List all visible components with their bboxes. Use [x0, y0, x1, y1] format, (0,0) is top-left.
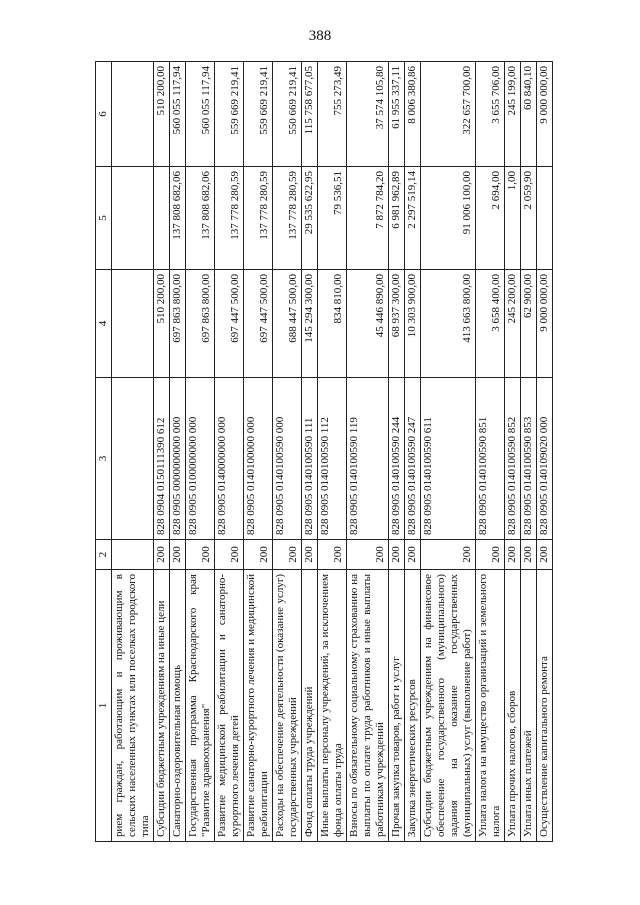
cell-col3: 828 0905 0140109020 000	[537, 378, 553, 540]
cell-name: Государственная программа Краснодарского края "Развитие здравоохранения"	[186, 570, 215, 842]
cell-name: рием граждан, работающим и проживающим в сельских населенных пунктах или поселках городского типа	[112, 570, 154, 842]
cell-col4: 145 294 300,00	[302, 270, 318, 378]
cell-col5: 2 059,90	[521, 167, 537, 270]
cell-col3: 828 0904 0150111390 612	[154, 378, 170, 540]
cell-col2: 200	[186, 540, 215, 570]
table-row	[170, 62, 186, 842]
cell-col2	[112, 540, 154, 570]
cell-col3: 828 0905 0140100590 111	[302, 378, 318, 540]
cell-name: Фонд оплаты труда учреждений	[302, 570, 318, 842]
table-row	[154, 62, 170, 842]
cell-col2: 200	[302, 540, 318, 570]
cell-col3: 828 0905 0140100000 000	[244, 378, 273, 540]
cell-col2: 200	[154, 540, 170, 570]
table-row	[421, 62, 476, 842]
cell-col4: 697 863 800,00	[170, 270, 186, 378]
cell-col4	[112, 270, 154, 378]
cell-name: Развитие санаторно-курортного лечения и медицинской реабилитации	[244, 570, 273, 842]
cell-name: Субсидии бюджетным учреждениям на финансовое обеспечение государственного (муниципального) задания на оказание государственных (муниципальных) услуг (выполнение работ)	[421, 570, 476, 842]
col-header-4: 4	[96, 270, 112, 378]
cell-col3: 828 0905 0140100590 244	[389, 378, 405, 540]
table-row	[186, 62, 215, 842]
cell-col6: 37 574 105,80	[347, 62, 389, 167]
cell-col4: 510 200,00	[154, 270, 170, 378]
table-row	[244, 62, 273, 842]
cell-col5: 137 778 280,59	[244, 167, 273, 270]
table-row	[318, 62, 347, 842]
cell-col2: 200	[389, 540, 405, 570]
table-row	[476, 62, 505, 842]
cell-col2: 200	[405, 540, 421, 570]
cell-name: Взносы по обязательному социальному страхованию на выплаты по оплате труда работников и иные выплаты работникам учреждений	[347, 570, 389, 842]
col-header-6: 6	[96, 62, 112, 167]
cell-col5	[154, 167, 170, 270]
cell-col4: 697 863 800,00	[186, 270, 215, 378]
col-header-5: 5	[96, 167, 112, 270]
cell-col4: 688 447 500,00	[273, 270, 302, 378]
cell-name: Уплата иных платежей	[521, 570, 537, 842]
cell-col4: 413 663 800,00	[421, 270, 476, 378]
cell-name: Осуществление капитального ремонта	[537, 570, 553, 842]
cell-col6: 510 200,00	[154, 62, 170, 167]
cell-col5: 2 694,00	[476, 167, 505, 270]
table-row	[537, 62, 553, 842]
cell-col5: 137 778 280,59	[215, 167, 244, 270]
cell-col3	[112, 378, 154, 540]
cell-col2: 200	[537, 540, 553, 570]
cell-name: Уплата налога на имущество организаций и земельного налога	[476, 570, 505, 842]
cell-col3: 828 0905 0140100590 000	[273, 378, 302, 540]
cell-col5: 137 808 682,06	[186, 167, 215, 270]
table-row	[405, 62, 421, 842]
cell-col6: 560 055 117,94	[186, 62, 215, 167]
cell-name: Прочая закупка товаров, работ и услуг	[389, 570, 405, 842]
cell-col4: 9 000 000,00	[537, 270, 553, 378]
cell-col4: 697 447 500,00	[215, 270, 244, 378]
cell-col2: 200	[215, 540, 244, 570]
rotated-table-wrapper	[95, 62, 600, 842]
cell-col4: 697 447 500,00	[244, 270, 273, 378]
cell-col3: 828 0905 0140100590 852	[505, 378, 521, 540]
cell-name: Развитие медицинской реабилитации и санаторно-курортного лечения детей	[215, 570, 244, 842]
cell-col5: 1,00	[505, 167, 521, 270]
cell-col4: 68 937 300,00	[389, 270, 405, 378]
cell-col6: 3 655 706,00	[476, 62, 505, 167]
cell-col5	[112, 167, 154, 270]
cell-col3: 828 0905 0140100590 119	[347, 378, 389, 540]
table-row	[302, 62, 318, 842]
table-body	[112, 62, 553, 842]
cell-col6: 60 840,10	[521, 62, 537, 167]
cell-col4: 834 810,00	[318, 270, 347, 378]
cell-col3: 828 0905 0100000000 000	[186, 378, 215, 540]
cell-name: Расходы на обеспечение деятельности (оказание услуг) государственных учреждений	[273, 570, 302, 842]
cell-col5: 2 297 519,14	[405, 167, 421, 270]
cell-col3: 828 0905 0140100590 853	[521, 378, 537, 540]
budget-table	[95, 61, 553, 842]
table-row	[112, 62, 154, 842]
table-row	[505, 62, 521, 842]
cell-col2: 200	[318, 540, 347, 570]
cell-col2: 200	[170, 540, 186, 570]
cell-col5: 7 872 784,20	[347, 167, 389, 270]
cell-col6: 560 055 117,94	[170, 62, 186, 167]
col-header-3: 3	[96, 378, 112, 540]
cell-col6: 61 955 337,11	[389, 62, 405, 167]
cell-col2: 200	[421, 540, 476, 570]
cell-col5	[537, 167, 553, 270]
table-row	[389, 62, 405, 842]
cell-col4: 45 446 890,00	[347, 270, 389, 378]
cell-col3: 828 0905 0140100590 851	[476, 378, 505, 540]
cell-name: Уплата прочих налогов, сборов	[505, 570, 521, 842]
cell-col2: 200	[244, 540, 273, 570]
cell-col6: 755 273,49	[318, 62, 347, 167]
cell-name: Иные выплаты персоналу учреждений, за исключением фонда оплаты труда	[318, 570, 347, 842]
page-number: 388	[308, 28, 332, 44]
cell-col3: 828 0905 0140100590 247	[405, 378, 421, 540]
col-header-1: 1	[96, 570, 112, 842]
table-row	[347, 62, 389, 842]
cell-col4: 62 900,00	[521, 270, 537, 378]
table-row	[273, 62, 302, 842]
cell-col6: 9 000 000,00	[537, 62, 553, 167]
cell-col2: 200	[476, 540, 505, 570]
cell-col6	[112, 62, 154, 167]
header-row	[96, 62, 112, 842]
cell-col5: 137 778 280,59	[273, 167, 302, 270]
cell-col2: 200	[505, 540, 521, 570]
cell-col6: 8 006 380,86	[405, 62, 421, 167]
cell-col6: 245 199,00	[505, 62, 521, 167]
cell-name: Субсидии бюджетным учреждениям на иные цели	[154, 570, 170, 842]
cell-col3: 828 0905 0140100590 112	[318, 378, 347, 540]
cell-col3: 828 0905 0000000000 000	[170, 378, 186, 540]
col-header-2: 2	[96, 540, 112, 570]
cell-col3: 828 0905 0140000000 000	[215, 378, 244, 540]
cell-col5: 29 535 622,95	[302, 167, 318, 270]
table-row	[215, 62, 244, 842]
cell-col4: 245 200,00	[505, 270, 521, 378]
cell-col6: 550 669 219,41	[273, 62, 302, 167]
cell-col3: 828 0905 0140100590 611	[421, 378, 476, 540]
table-row	[521, 62, 537, 842]
cell-col5: 6 981 962,89	[389, 167, 405, 270]
cell-col5: 137 808 682,06	[170, 167, 186, 270]
cell-col4: 3 658 400,00	[476, 270, 505, 378]
cell-col6: 559 669 219,41	[215, 62, 244, 167]
cell-col6: 559 669 219,41	[244, 62, 273, 167]
cell-col4: 10 303 900,00	[405, 270, 421, 378]
cell-name: Санаторно-оздоровительная помощь	[170, 570, 186, 842]
cell-col6: 115 758 677,05	[302, 62, 318, 167]
cell-col2: 200	[273, 540, 302, 570]
cell-col5: 91 006 100,00	[421, 167, 476, 270]
cell-name: Закупка энергетических ресурсов	[405, 570, 421, 842]
cell-col5: 79 536,51	[318, 167, 347, 270]
cell-col2: 200	[347, 540, 389, 570]
cell-col2: 200	[521, 540, 537, 570]
cell-col6: 322 657 700,00	[421, 62, 476, 167]
